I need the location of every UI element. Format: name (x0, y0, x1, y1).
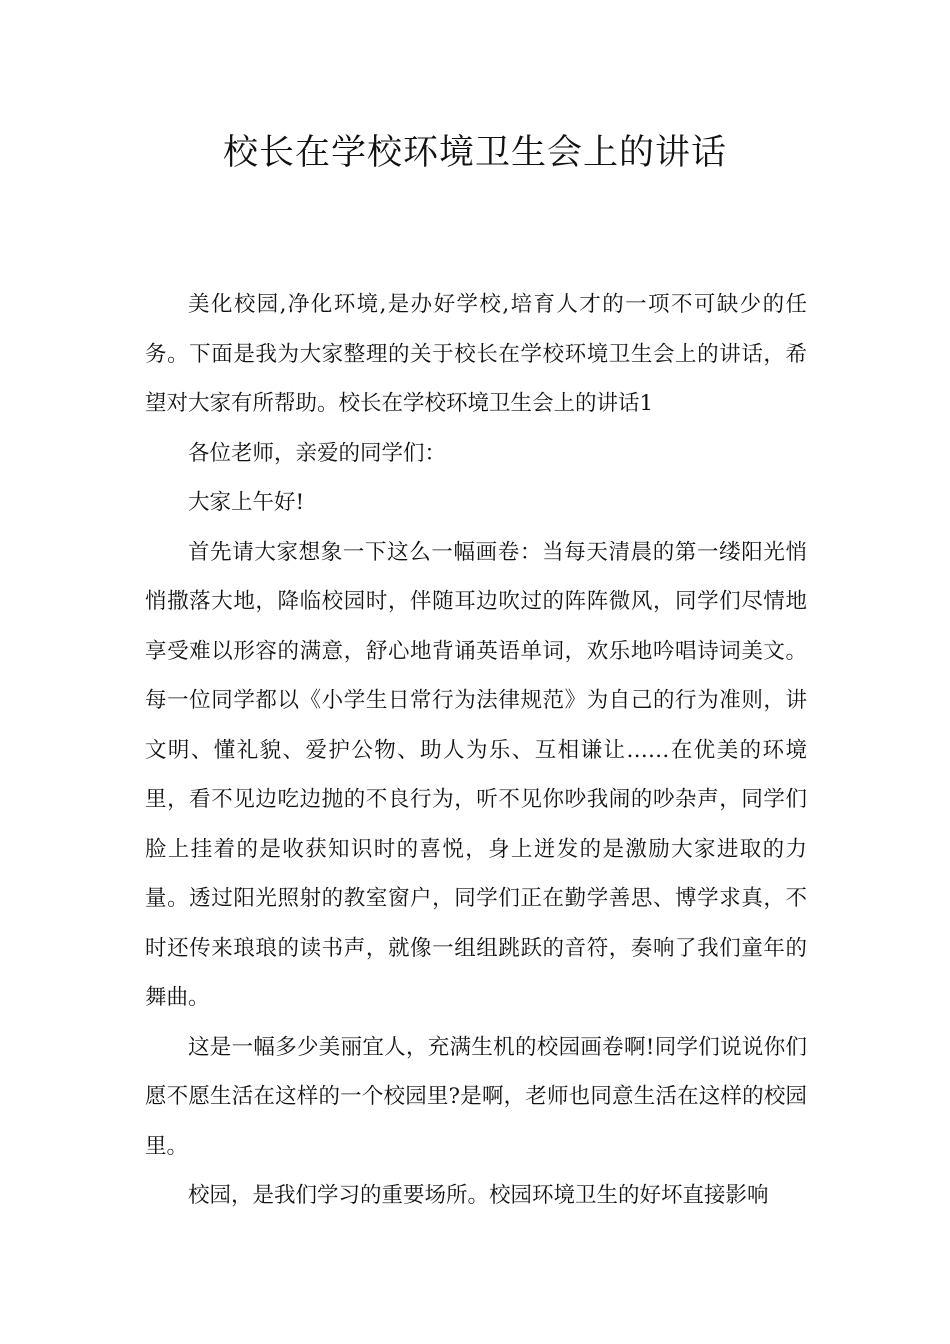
paragraph-intro: 美化校园,净化环境,是办好学校,培育人才的一项不可缺少的任务。下面是我为大家整理的关于校长在学校环境卫生会上的讲话，希望对大家有所帮助。校长在学校环境卫生会上的讲话1 (145, 292, 807, 416)
document-body (145, 280, 807, 1221)
document-title: 校长在学校环境卫生会上的讲话 (222, 133, 727, 173)
paragraph-campus: 校园，是我们学习的重要场所。校园环境卫生的好坏直接影响 (188, 1183, 769, 1208)
paragraph-imagine: 首先请大家想象一下这么一幅画卷：当每天清晨的第一缕阳光悄悄撒落大地，降临校园时，伴随耳边吹过的阵阵微风，同学们尽情地享受难以形容的满意，舒心地背诵英语单词，欢乐地吟唱诗词美文。每一位同学都以《小学生日常行为法律规范》为自己的行为准则，讲文明、懂礼貌、爱护公物、助人为乐、互相谦让……在优美的环境里，看不见边吃边抛的不良行为，听不见你吵我闹的吵杂声，同学们脸上挂着的是收获知识时的喜悦，身上迸发的是激励大家进取的力量。透过阳光照射的教室窗户，同学们正在勤学善思、博学求真，不时还传来琅琅的读书声，就像一组组跳跃的音符，奏响了我们童年的舞曲。 (145, 539, 807, 1010)
paragraph-salutation: 各位老师，亲爱的同学们： (188, 440, 447, 466)
paragraph-picture: 这是一幅多少美丽宜人，充满生机的校园画卷啊!同学们说说你们愿不愿生活在这样的一个校园里?是啊，老师也同意生活在这样的校园里。 (145, 1034, 807, 1159)
paragraph-greeting: 大家上午好! (188, 490, 305, 515)
